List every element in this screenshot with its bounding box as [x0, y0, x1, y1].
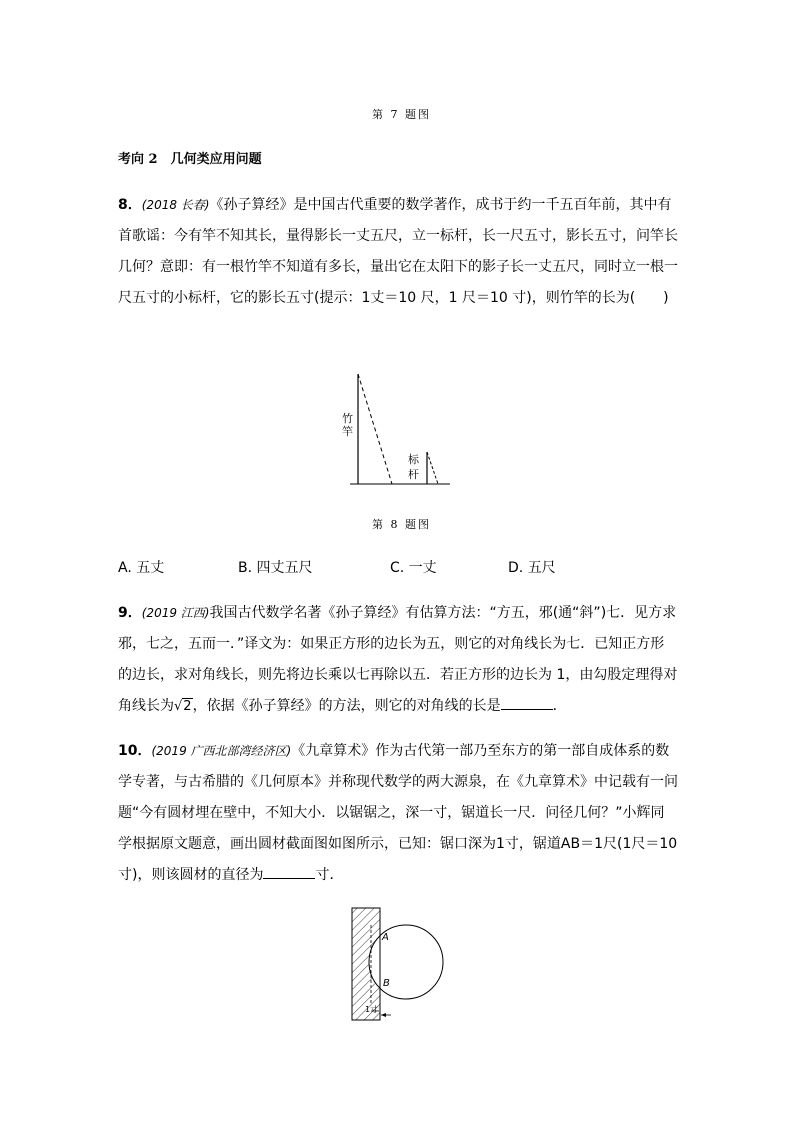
option-d-letter: D.: [508, 560, 524, 576]
fig10-label-a: A: [382, 932, 389, 943]
question-10-text-before: 《九章算术》作为古代第一部乃至东方的第一部自成体系的数学专著，与古希腊的《几何原本》并称现代数学的两大源泉，在《九章算术》中记载有一问题“今有圆材埋在壁中，不知大小．以锯锯之，深一寸，锯道长一尺．问径几何？”小辉同学根据原文题意，画出圆材截面图如图所示，已知：锯口深为1寸，锯道AB＝1尺(1尺＝10 寸)，则该圆材的直径为: [118, 743, 678, 883]
pole-sun-ray: [358, 374, 392, 484]
option-b-text: 四丈五尺: [256, 560, 313, 576]
question-10-text-after: 寸．: [315, 867, 344, 883]
question-10: 10．(2019 广西北部湾经济区)《九章算术》作为古代第一部乃至东方的第一部自成体系的数学专著，与古希腊的《几何原本》并称现代数学的两大源泉，在《九章算术》中记载有一问题“今有圆材埋在壁中，不知大小．以锯锯之，深一寸，锯道长一尺．问径几何？”小辉同学根据原文题意，画出圆材截面图如图所示，已知：锯口深为1寸，锯道AB＝1尺(1尺＝10 寸)，则该圆材的直径为 寸．: [118, 743, 678, 883]
option-d: [508, 557, 556, 577]
stick-sun-ray: [427, 452, 438, 484]
sqrt-argument: 2: [183, 699, 192, 714]
section-title: 考向 2 几何类应用问题: [118, 152, 262, 167]
question-8-source: (2018 长春): [141, 198, 210, 212]
arrow-head: [381, 1013, 386, 1017]
option-c-text: 一丈: [408, 560, 437, 576]
option-d-text: 五尺: [527, 560, 556, 576]
question-9-number: 9: [118, 605, 128, 621]
question-9-source: (2019 江西): [141, 606, 210, 620]
question-10-answer-blank[interactable]: [263, 864, 315, 879]
question-9-text-after: ，依据《孙子算经》的方法，则它的对角线的长是: [192, 698, 501, 714]
fig7-caption: 第 7 题图: [372, 108, 431, 121]
question-8-text: 《孙子算经》是中国古代重要的数学著作，成书于约一千五百年前，其中有首歌谣：今有竿不知其长，量得影长一丈五尺，立一标杆，长一尺五寸，影长五寸，问竿长几何？意即：有一根竹竿不知道有多长，量出它在太阳下的影子长一丈五尺，同时立一根一尺五寸的小标杆，它的影长五寸(提示：1丈＝10 尺，1 尺＝10 寸)，则竹竿的长为( ): [118, 197, 678, 306]
question-10-source: (2019 广西北部湾经济区): [151, 744, 292, 758]
question-9-text-end: ．: [552, 698, 567, 714]
question-8: 8．(2018 长春)《孙子算经》是中国古代重要的数学著作，成书于约一千五百年前，其中有首歌谣：今有竿不知其长，量得影长一丈五尺，立一标杆，长一尺五寸，影长五寸，问竿长几何？意即：有一根竹竿不知道有多长，量出它在太阳下的影子长一丈五尺，同时立一根一尺五寸的小标杆，它的影长五寸(提示：1丈＝10 尺，1 尺＝10 寸)，则竹竿的长为( ): [118, 197, 678, 306]
fig10-diagram: [345, 903, 455, 1028]
question-9: 9．(2019 江西)我国古代数学名著《孙子算经》有估算方法：“方五，邪(通“斜”)七．见方求邪，七之，五而一．”译文为：如果正方形的边长为五，则它的对角线长为七．已知正方形的边长，求对角线长，则先将边长乘以七再除以五．若正方形的边长为 1，由勾股定理得对角线长为√2，依据《孙子算经》的方法，则它的对角线的长是 ．: [118, 598, 678, 722]
question-9-text-before: 我国古代数学名著《孙子算经》有估算方法：“方五，邪(通“斜”)七．见方求邪，七之，五而一．”译文为：如果正方形的边长为五，则它的对角线长为七．已知正方形的边长，求对角线长，则先将边长乘以七再除以五．若正方形的边长为 1，由勾股定理得对角线长为: [118, 605, 678, 714]
fig8-label-pole: 竹竿: [342, 412, 353, 438]
fig10-label-depth: 1寸: [365, 1005, 379, 1014]
question-8-number: 8: [118, 197, 128, 213]
fig8-diagram: [340, 368, 455, 490]
option-b-letter: B.: [238, 560, 253, 576]
option-b: [238, 557, 313, 577]
fig8-label-stick: 标杆: [408, 453, 419, 481]
option-a-letter: A.: [118, 560, 132, 576]
fig10-label-b: B: [383, 978, 390, 989]
option-c-letter: C.: [390, 560, 405, 576]
option-c: [390, 557, 437, 577]
question-10-number: 10: [118, 743, 138, 759]
option-a: [118, 557, 164, 577]
sqrt-symbol: √2: [174, 699, 192, 714]
question-9-answer-blank[interactable]: [501, 695, 553, 710]
fig8-caption: 第 8 题图: [372, 518, 431, 531]
option-a-text: 五丈: [136, 560, 165, 576]
